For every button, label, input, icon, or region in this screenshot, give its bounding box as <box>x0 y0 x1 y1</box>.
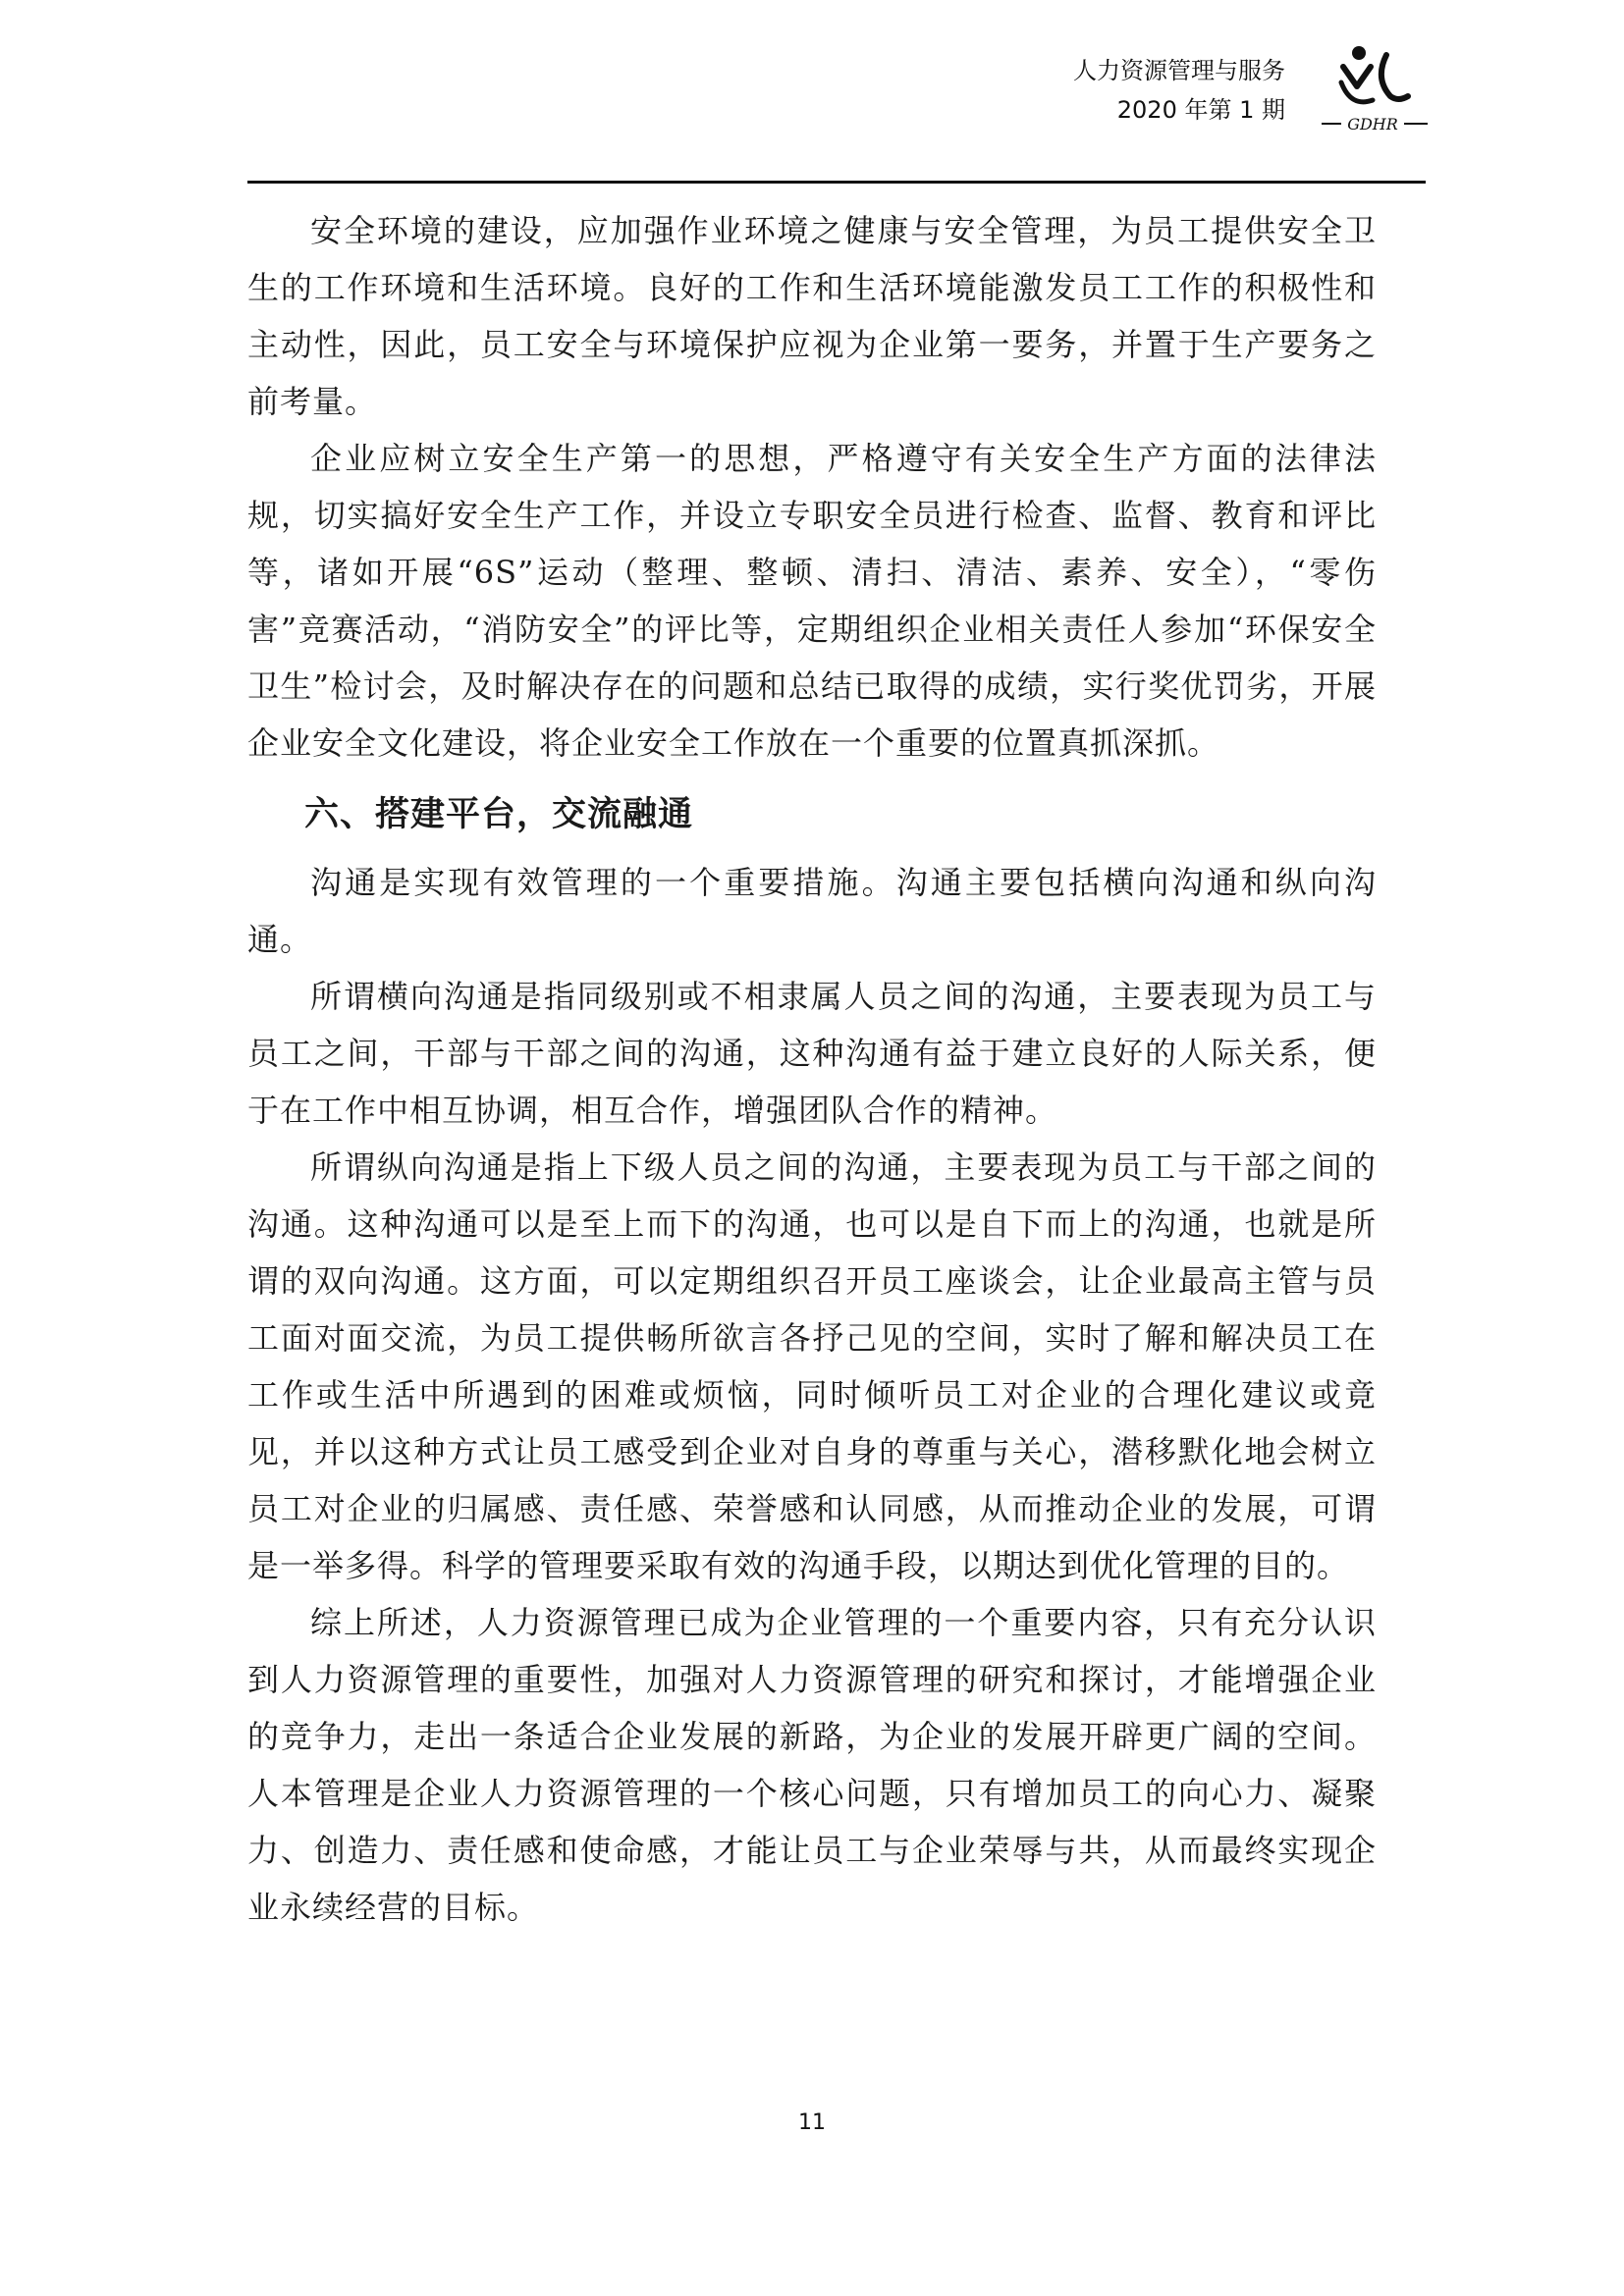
paragraph: 所谓纵向沟通是指上下级人员之间的沟通，主要表现为员工与干部之间的沟通。这种沟通可以是至上而下的沟通，也可以是自下而上的沟通，也就是所谓的双向沟通。这方面，可以定期组织召开员工座谈会，让企业最高主管与员工面对面交流，为员工提供畅所欲言各抒己见的空间，实时了解和解决员工在工作或生活中所遇到的困难或烦恼，同时倾听员工对企业的合理化建议或竟见，并以这种方式让员工感受到企业对自身的尊重与关心，潜移默化地会树立员工对企业的归属感、责任感、荣誉感和认同感，从而推动企业的发展，可谓是一举多得。科学的管理要采取有效的沟通手段，以期达到优化管理的目的。 <box>247 1148 1377 1584</box>
paragraph: 企业应树立安全生产第一的思想，严格遵守有关安全生产方面的法律法规，切实搞好安全生产工作，并设立专职安全员进行检查、监督、教育和评比等，诸如开展“6S”运动（整理、整顿、清扫、清洁、素养、安全），“零伤害”竞赛活动，“消防安全”的评比等，定期组织企业相关责任人参加“环保安全卫生”检讨会，及时解决存在的问题和总结已取得的成绩，实行奖优罚劣，开展企业安全文化建设，将企业安全工作放在一个重要的位置真抓深抓。 <box>247 440 1377 762</box>
article-body <box>247 202 1377 1936</box>
header-divider <box>247 181 1426 184</box>
page-number: 11 <box>798 2110 826 2135</box>
section-heading: 六、搭建平台，交流融通 <box>304 795 694 834</box>
paragraph: 所谓横向沟通是指同级别或不相隶属人员之间的沟通，主要表现为员工与员工之间，干部与干部之间的沟通，这种沟通有益于建立良好的人际关系，便于在工作中相互协调，相互合作，增强团队合作的精神。 <box>247 978 1377 1129</box>
paragraph: 安全环境的建设，应加强作业环境之健康与安全管理，为员工提供安全卫生的工作环境和生活环境。良好的工作和生活环境能激发员工工作的积极性和主动性，因此，员工安全与环境保护应视为企业第一要务，并置于生产要务之前考量。 <box>247 212 1377 420</box>
gdhr-logo-icon <box>1314 39 1432 137</box>
page-header <box>0 0 1624 187</box>
header-text-block <box>1073 51 1285 130</box>
journal-issue: 2020 年第 1 期 <box>1116 96 1285 124</box>
paragraph: 综上所述，人力资源管理已成为企业管理的一个重要内容，只有充分认识到人力资源管理的重要性，加强对人力资源管理的研究和探讨，才能增强企业的竞争力，走出一条适合企业发展的新路，为企业的发展开辟更广阔的空间。人本管理是企业人力资源管理的一个核心问题，只有增加员工的向心力、凝聚力、创造力、责任感和使命感，才能让员工与企业荣辱与共，从而最终实现企业永续经营的目标。 <box>247 1604 1377 1926</box>
paragraph: 沟通是实现有效管理的一个重要措施。沟通主要包括横向沟通和纵向沟通。 <box>247 864 1377 958</box>
journal-title: 人力资源管理与服务 <box>1073 57 1285 84</box>
logo-text: GDHR <box>1347 115 1398 133</box>
